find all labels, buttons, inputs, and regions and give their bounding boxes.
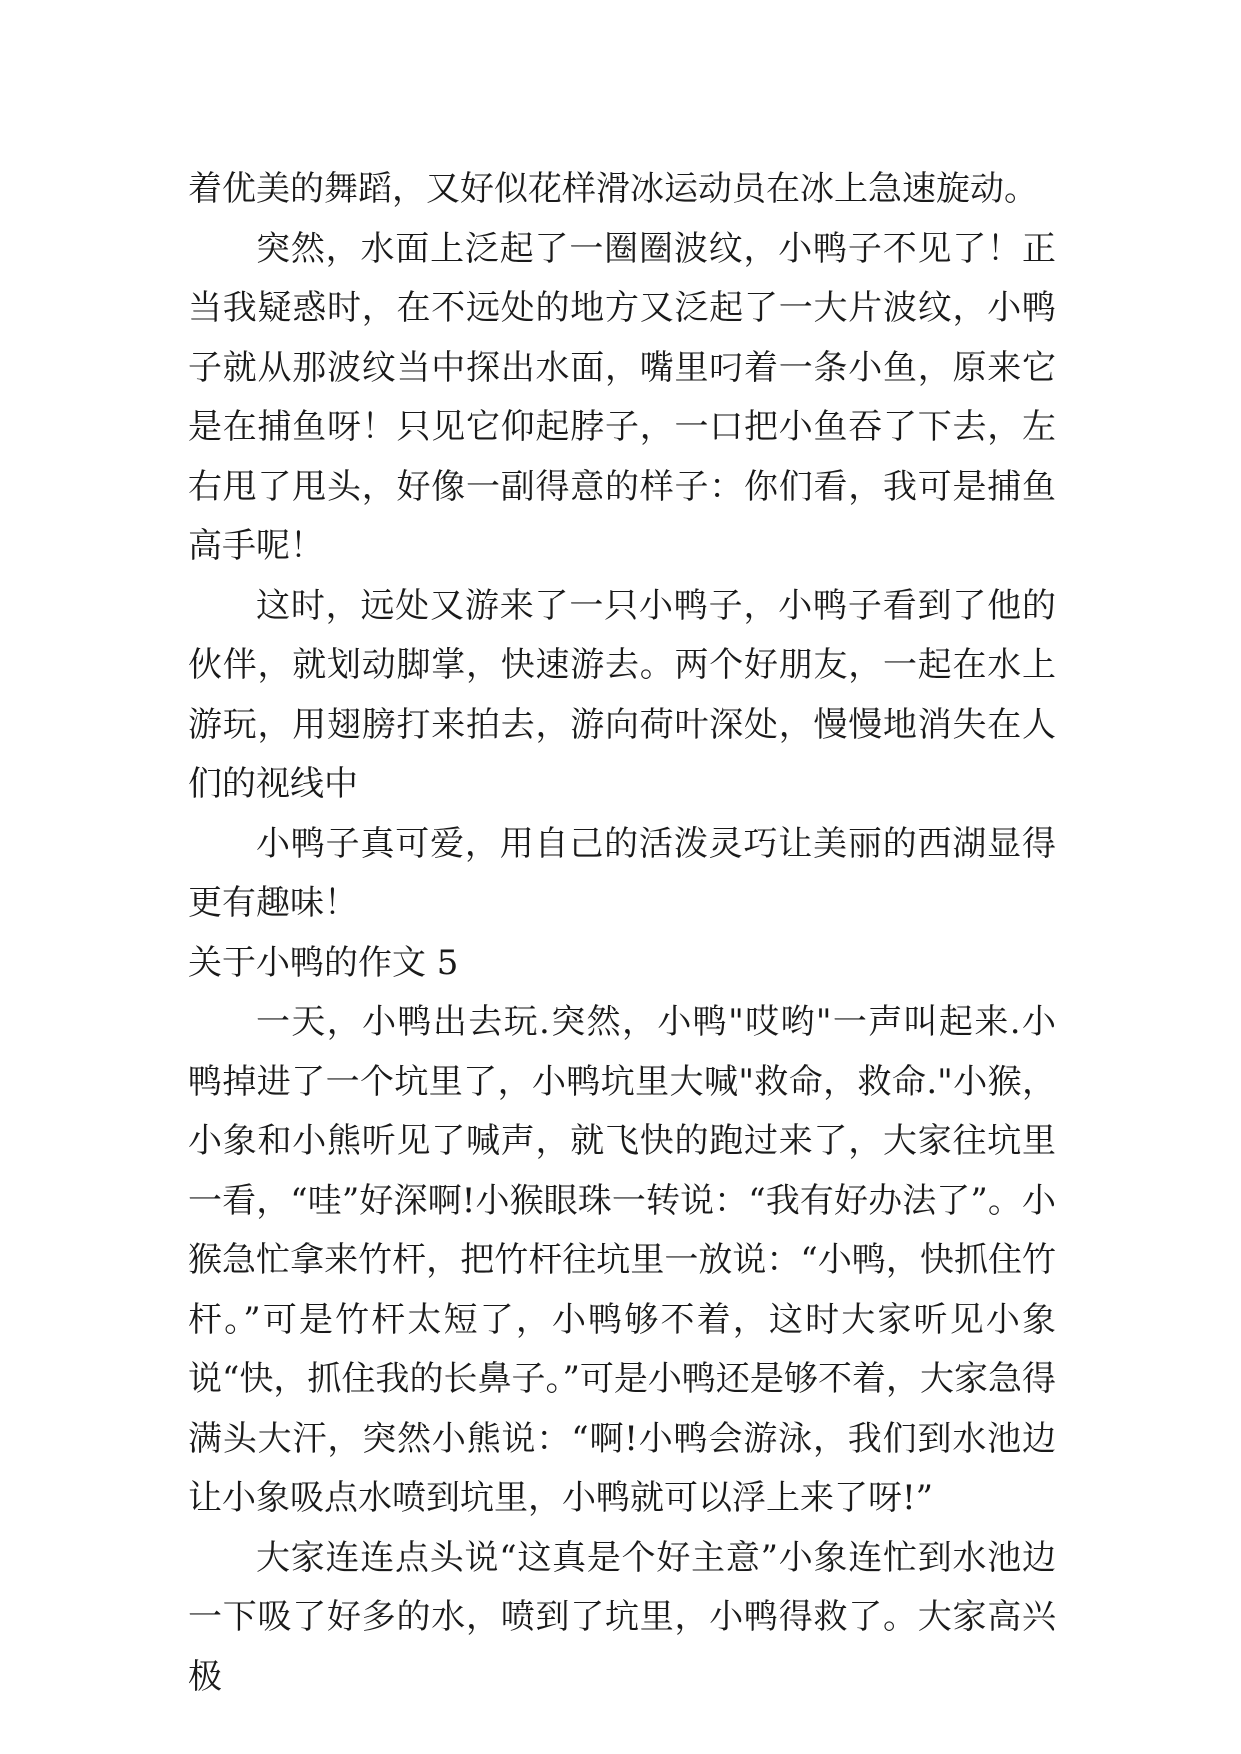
paragraph-duck-conclusion: 小鸭子真可爱，用自己的活泼灵巧让美丽的西湖显得更有趣味！	[188, 823, 1056, 923]
section-heading: 关于小鸭的作文 5	[188, 942, 459, 983]
paragraph-duck-rescued: 大家连连点头说“这真是个好主意”小象连忙到水池边一下吸了好多的水，喷到了坑里，小鸭得救了。大家高兴极	[188, 1537, 1056, 1697]
paragraph-duck-partner: 这时，远处又游来了一只小鸭子，小鸭子看到了他的伙伴，就划动脚掌，快速游去。两个好朋友，一起在水上游玩，用翅膀打来拍去，游向荷叶深处，慢慢地消失在人们的视线中	[188, 585, 1056, 804]
paragraph-duck-disappears: 突然，水面上泛起了一圈圈波纹，小鸭子不见了！正当我疑惑时，在不远处的地方又泛起了一大片波纹，小鸭子就从那波纹当中探出水面，嘴里叼着一条小鱼，原来它是在捕鱼呀！只见它仰起脖子，一口把小鱼吞了下去，左右甩了甩头，好像一副得意的样子：你们看，我可是捕鱼高手呢！	[188, 228, 1056, 566]
paragraph-continuation: 着优美的舞蹈，又好似花样滑冰运动员在冰上急速旋动。	[188, 169, 1038, 209]
paragraph-duck-in-pit: 一天，小鸭出去玩.突然，小鸭"哎哟"一声叫起来.小鸭掉进了一个坑里了，小鸭坑里大喊"救命，救命."小猴，小象和小熊听见了喊声，就飞快的跑过来了，大家往坑里一看，“哇”好深啊!小猴眼珠一转说：“我有好办法了”。小猴急忙拿来竹杆，把竹杆往坑里一放说：“小鸭，快抓住竹杆。”可是竹杆太短了，小鸭够不着，这时大家听见小象说“快，抓住我的长鼻子。”可是小鸭还是够不着，大家急得满头大汗，突然小熊说：“啊!小鸭会游泳，我们到水池边让小象吸点水喷到坑里，小鸭就可以浮上来了呀!”	[188, 1002, 1056, 1518]
document-body	[188, 160, 1056, 1707]
